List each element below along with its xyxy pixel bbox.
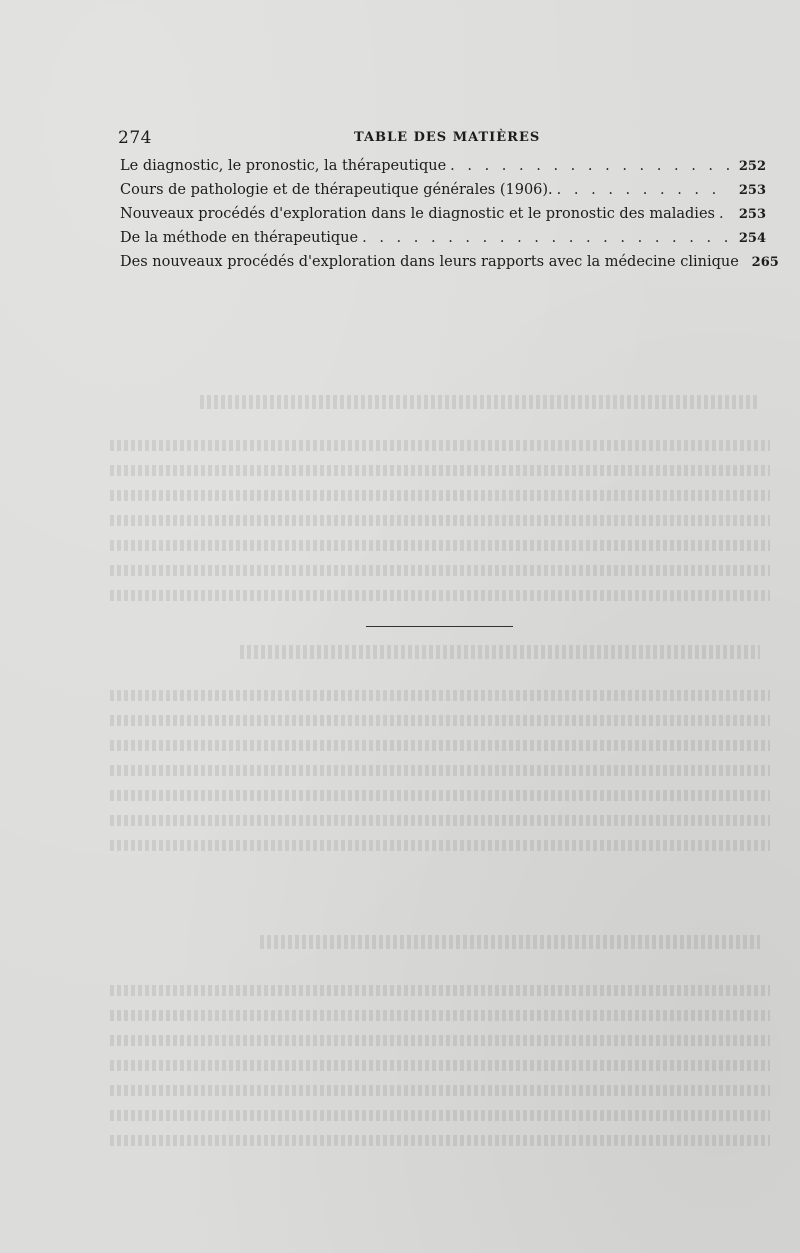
- page-header: [118, 128, 768, 150]
- end-rule: [366, 626, 513, 627]
- page-number: 274: [118, 128, 152, 148]
- toc-entry-page: 253: [738, 183, 766, 198]
- ghost-line: [240, 645, 760, 659]
- ghost-line: [260, 935, 760, 949]
- ghost-line: [110, 465, 770, 476]
- ghost-line: [110, 765, 770, 776]
- toc-entry[interactable]: [120, 230, 766, 254]
- ghost-line: [110, 440, 770, 451]
- dot-leader: [719, 206, 730, 222]
- toc-entry-page: 253: [738, 207, 766, 222]
- toc-entry-page: 254: [738, 231, 766, 246]
- ghost-line: [110, 740, 770, 751]
- ghost-line: [200, 395, 760, 409]
- ghost-line: [110, 590, 770, 601]
- ghost-line: [110, 1085, 770, 1096]
- ghost-line: [110, 840, 770, 851]
- toc-entry[interactable]: [120, 158, 766, 182]
- toc-entry[interactable]: [120, 254, 779, 278]
- ghost-line: [110, 715, 770, 726]
- ghost-line: [110, 1135, 770, 1146]
- toc-entry[interactable]: [120, 206, 766, 230]
- ghost-line: [110, 565, 770, 576]
- ghost-line: [110, 515, 770, 526]
- toc-list: [120, 158, 779, 278]
- toc-entry-title: Le diagnostic, le pronostic, la thérapeutique: [120, 158, 447, 174]
- ghost-line: [110, 490, 770, 501]
- ghost-line: [110, 1035, 770, 1046]
- ghost-line: [110, 1010, 770, 1021]
- running-title: TABLE DES MATIÈRES: [354, 130, 541, 145]
- dot-leader: [362, 230, 730, 246]
- dot-leader: [450, 158, 730, 174]
- toc-entry[interactable]: [120, 182, 766, 206]
- toc-entry-page: 265: [751, 255, 779, 270]
- ghost-line: [110, 815, 770, 826]
- ghost-line: [110, 540, 770, 551]
- ghost-line: [110, 1110, 770, 1121]
- ghost-line: [110, 690, 770, 701]
- toc-entry-title: Des nouveaux procédés d'exploration dans leurs rapports avec la médecine clinique: [120, 254, 739, 270]
- ghost-line: [110, 985, 770, 996]
- toc-entry-title: Cours de pathologie et de thérapeutique générales (1906).: [120, 182, 553, 198]
- toc-entry-page: 252: [738, 159, 766, 174]
- ghost-line: [110, 790, 770, 801]
- ghost-line: [110, 1060, 770, 1071]
- dot-leader: [557, 182, 730, 198]
- toc-entry-title: De la méthode en thérapeutique: [120, 230, 359, 246]
- toc-entry-title: Nouveaux procédés d'exploration dans le diagnostic et le pronostic des maladies: [120, 206, 715, 222]
